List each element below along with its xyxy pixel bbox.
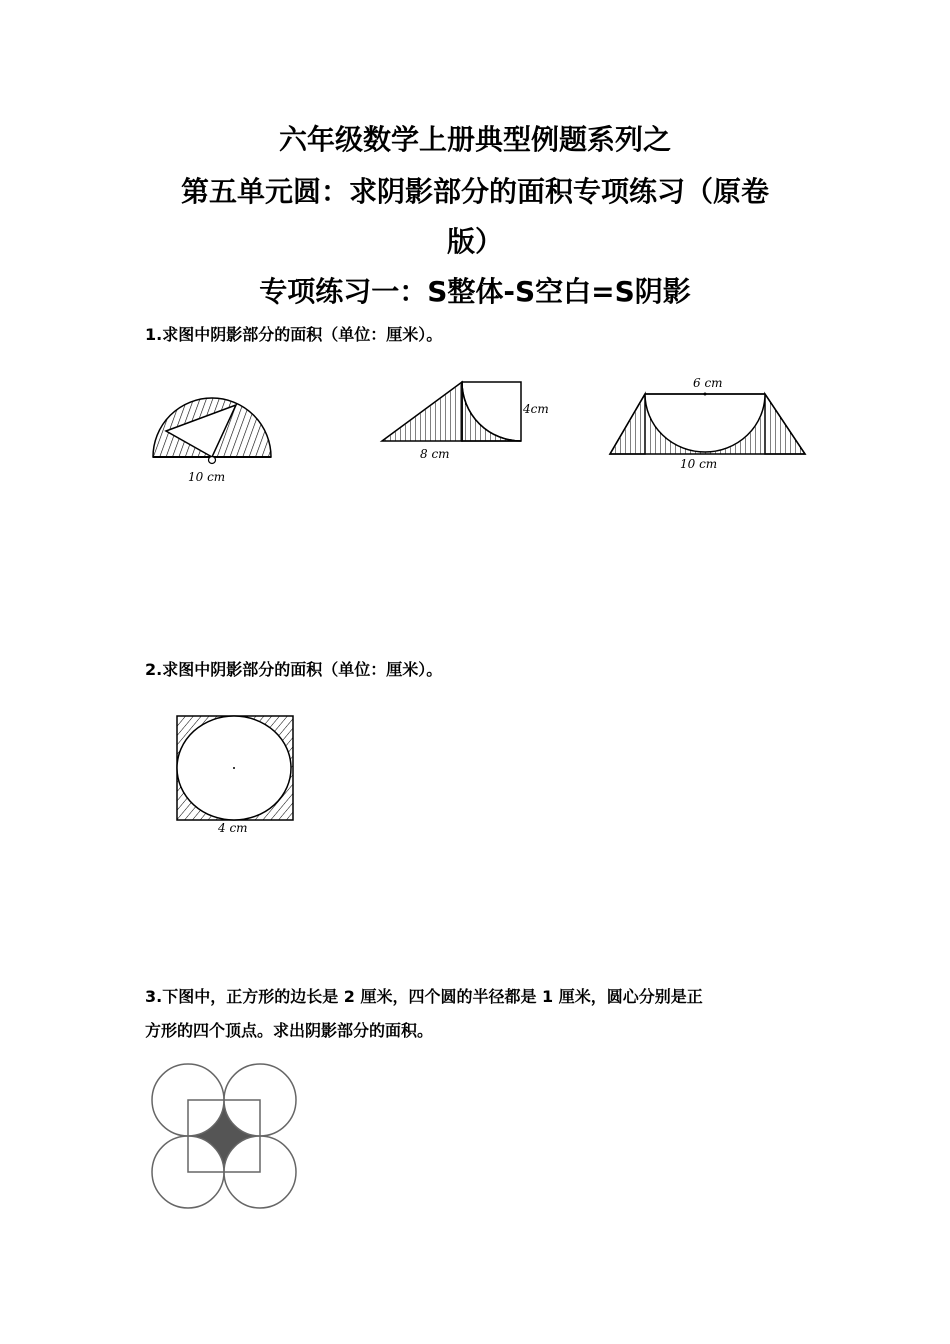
question-3-text-line-2: 方形的四个顶点。求出阴影部分的面积。 <box>145 1021 434 1040</box>
figure-1a-label: 10 cm <box>188 470 226 484</box>
figure-triangle-quarter-circle <box>380 378 560 468</box>
title-line-2: 第五单元圆：求阴影部分的面积专项练习（原卷 <box>180 175 769 208</box>
figure-trapezoid-semicircle <box>605 372 815 472</box>
figure-square-circle <box>173 712 303 837</box>
question-3-text-line-1: 3.下图中，正方形的边长是 2 厘米，四个圆的半径都是 1 厘米，圆心分别是正 <box>145 987 703 1006</box>
title-line-1: 六年级数学上册典型例题系列之 <box>278 123 671 156</box>
title-line-3: 版） <box>446 225 503 258</box>
figure-1c-top-label: 6 cm <box>693 376 723 390</box>
figure-semicircle-triangle <box>150 395 280 490</box>
question-1-text: 1.求图中阴影部分的面积（单位：厘米）。 <box>145 325 443 344</box>
figure-1b-side-label: 4cm <box>523 402 549 416</box>
section-title: 专项练习一：S整体-S空白=S阴影 <box>259 275 691 308</box>
figure-1c-bottom-label: 10 cm <box>680 457 718 471</box>
figure-1b-bottom-label: 8 cm <box>420 447 450 461</box>
figure-2-label: 4 cm <box>218 821 248 835</box>
figure-four-circles <box>148 1060 303 1215</box>
question-2-text: 2.求图中阴影部分的面积（单位：厘米）。 <box>145 660 443 679</box>
